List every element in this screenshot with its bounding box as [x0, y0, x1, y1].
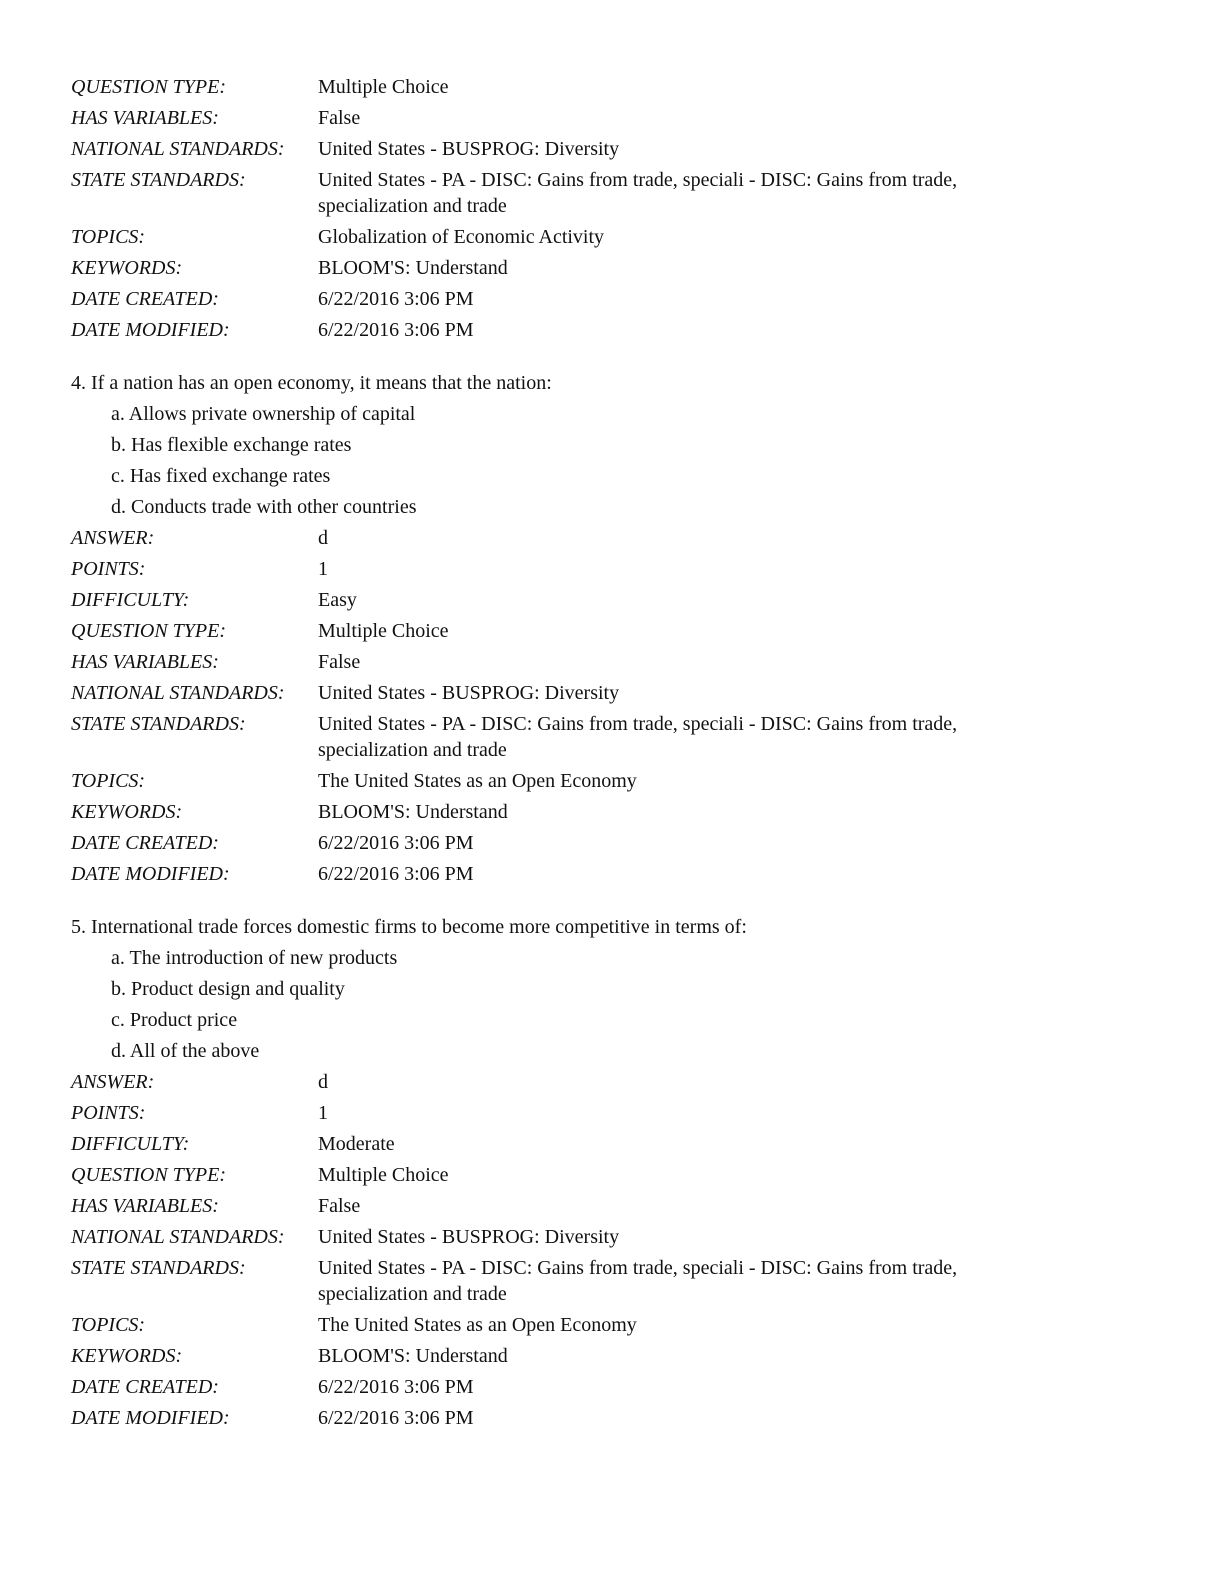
metadata-row — [71, 224, 1038, 255]
question-block-3-meta — [71, 74, 1151, 348]
metadata-label: TOPICS: — [71, 226, 146, 248]
metadata-value: Easy — [318, 589, 357, 611]
metadata-label: POINTS: — [71, 1102, 146, 1124]
metadata-row — [71, 680, 1038, 711]
choice-d: d. Conducts trade with other countries — [111, 496, 417, 518]
metadata-row — [71, 587, 1038, 618]
metadata-row — [71, 768, 1038, 799]
metadata-label: DIFFICULTY: — [71, 589, 190, 611]
metadata-row — [71, 649, 1038, 680]
question-text: 5. International trade forces domestic firms to become more competitive in terms of: — [71, 916, 747, 938]
metadata-label: POINTS: — [71, 558, 146, 580]
metadata-label: DATE CREATED: — [71, 1376, 219, 1398]
metadata-label: DATE MODIFIED: — [71, 863, 230, 885]
metadata-value: United States - BUSPROG: Diversity — [318, 682, 620, 704]
metadata-value: Multiple Choice — [318, 76, 449, 98]
metadata-value: False — [318, 107, 361, 129]
metadata-row — [71, 1405, 1038, 1436]
metadata-row — [71, 136, 1038, 167]
metadata-value: Moderate — [318, 1133, 395, 1155]
metadata-row — [71, 1069, 1038, 1100]
metadata-value: False — [318, 1195, 361, 1217]
metadata-table — [71, 1069, 1038, 1436]
metadata-value: 1 — [318, 1102, 328, 1124]
metadata-row — [71, 1312, 1038, 1343]
metadata-value: 6/22/2016 3:06 PM — [318, 863, 474, 885]
metadata-row — [71, 167, 1038, 224]
choice-a: a. Allows private ownership of capital — [111, 403, 416, 425]
metadata-value: 6/22/2016 3:06 PM — [318, 1407, 474, 1429]
metadata-value: 1 — [318, 558, 328, 580]
metadata-label: DATE CREATED: — [71, 832, 219, 854]
question-block-4 — [71, 370, 1151, 892]
metadata-row — [71, 830, 1038, 861]
metadata-value: United States - PA - DISC: Gains from trade, speciali - DISC: Gains from trade, specialization and trade — [318, 713, 958, 761]
choice-b: b. Product design and quality — [111, 978, 345, 1000]
metadata-label: QUESTION TYPE: — [71, 1164, 227, 1186]
metadata-row — [71, 1374, 1038, 1405]
metadata-label: DATE MODIFIED: — [71, 319, 230, 341]
metadata-value: United States - BUSPROG: Diversity — [318, 1226, 620, 1248]
metadata-value: BLOOM'S: Understand — [318, 1345, 508, 1367]
metadata-label: HAS VARIABLES: — [71, 651, 219, 673]
metadata-value: BLOOM'S: Understand — [318, 801, 508, 823]
metadata-row — [71, 1162, 1038, 1193]
metadata-value: United States - PA - DISC: Gains from trade, speciali - DISC: Gains from trade, specialization and trade — [318, 169, 958, 217]
metadata-label: DIFFICULTY: — [71, 1133, 190, 1155]
metadata-row — [71, 105, 1038, 136]
metadata-value: BLOOM'S: Understand — [318, 257, 508, 279]
metadata-label: DATE MODIFIED: — [71, 1407, 230, 1429]
metadata-row — [71, 861, 1038, 892]
metadata-row — [71, 74, 1038, 105]
metadata-value: Multiple Choice — [318, 620, 449, 642]
metadata-label: TOPICS: — [71, 1314, 146, 1336]
metadata-label: ANSWER: — [71, 1071, 155, 1093]
metadata-label: KEYWORDS: — [71, 1345, 183, 1367]
question-block-5 — [71, 914, 1151, 1436]
choice-b: b. Has flexible exchange rates — [111, 434, 352, 456]
metadata-row — [71, 1255, 1038, 1312]
metadata-label: KEYWORDS: — [71, 257, 183, 279]
metadata-label: NATIONAL STANDARDS: — [71, 682, 285, 704]
metadata-value: 6/22/2016 3:06 PM — [318, 319, 474, 341]
metadata-label: STATE STANDARDS: — [71, 1257, 246, 1279]
metadata-value: Globalization of Economic Activity — [318, 226, 605, 248]
metadata-value: d — [318, 1071, 328, 1093]
metadata-row — [71, 1224, 1038, 1255]
metadata-value: 6/22/2016 3:06 PM — [318, 288, 474, 310]
answer-choices — [71, 401, 1151, 520]
metadata-row — [71, 799, 1038, 830]
metadata-label: QUESTION TYPE: — [71, 620, 227, 642]
metadata-row — [71, 711, 1038, 768]
metadata-label: DATE CREATED: — [71, 288, 219, 310]
metadata-value: 6/22/2016 3:06 PM — [318, 1376, 474, 1398]
metadata-value: The United States as an Open Economy — [318, 770, 637, 792]
metadata-value: False — [318, 651, 361, 673]
metadata-row — [71, 525, 1038, 556]
choice-c: c. Product price — [111, 1009, 238, 1031]
metadata-value: United States - BUSPROG: Diversity — [318, 138, 620, 160]
metadata-row — [71, 1343, 1038, 1374]
answer-choices — [71, 945, 1151, 1064]
metadata-label: ANSWER: — [71, 527, 155, 549]
metadata-table — [71, 525, 1038, 892]
metadata-value: 6/22/2016 3:06 PM — [318, 832, 474, 854]
metadata-label: QUESTION TYPE: — [71, 76, 227, 98]
metadata-row — [71, 556, 1038, 587]
metadata-value: Multiple Choice — [318, 1164, 449, 1186]
metadata-label: NATIONAL STANDARDS: — [71, 138, 285, 160]
metadata-label: STATE STANDARDS: — [71, 713, 246, 735]
choice-a: a. The introduction of new products — [111, 947, 398, 969]
choice-c: c. Has fixed exchange rates — [111, 465, 331, 487]
metadata-value: United States - PA - DISC: Gains from trade, speciali - DISC: Gains from trade, specialization and trade — [318, 1257, 958, 1305]
metadata-row — [71, 286, 1038, 317]
metadata-label: HAS VARIABLES: — [71, 1195, 219, 1217]
metadata-row — [71, 255, 1038, 286]
metadata-label: KEYWORDS: — [71, 801, 183, 823]
metadata-row — [71, 1193, 1038, 1224]
metadata-row — [71, 1131, 1038, 1162]
metadata-label: TOPICS: — [71, 770, 146, 792]
metadata-label: HAS VARIABLES: — [71, 107, 219, 129]
document-page — [71, 74, 1151, 1436]
question-text: 4. If a nation has an open economy, it means that the nation: — [71, 372, 552, 394]
metadata-row — [71, 1100, 1038, 1131]
metadata-label: NATIONAL STANDARDS: — [71, 1226, 285, 1248]
metadata-value: d — [318, 527, 328, 549]
metadata-row — [71, 618, 1038, 649]
metadata-value: The United States as an Open Economy — [318, 1314, 637, 1336]
metadata-label: STATE STANDARDS: — [71, 169, 246, 191]
metadata-table — [71, 74, 1038, 348]
metadata-row — [71, 317, 1038, 348]
choice-d: d. All of the above — [111, 1040, 260, 1062]
